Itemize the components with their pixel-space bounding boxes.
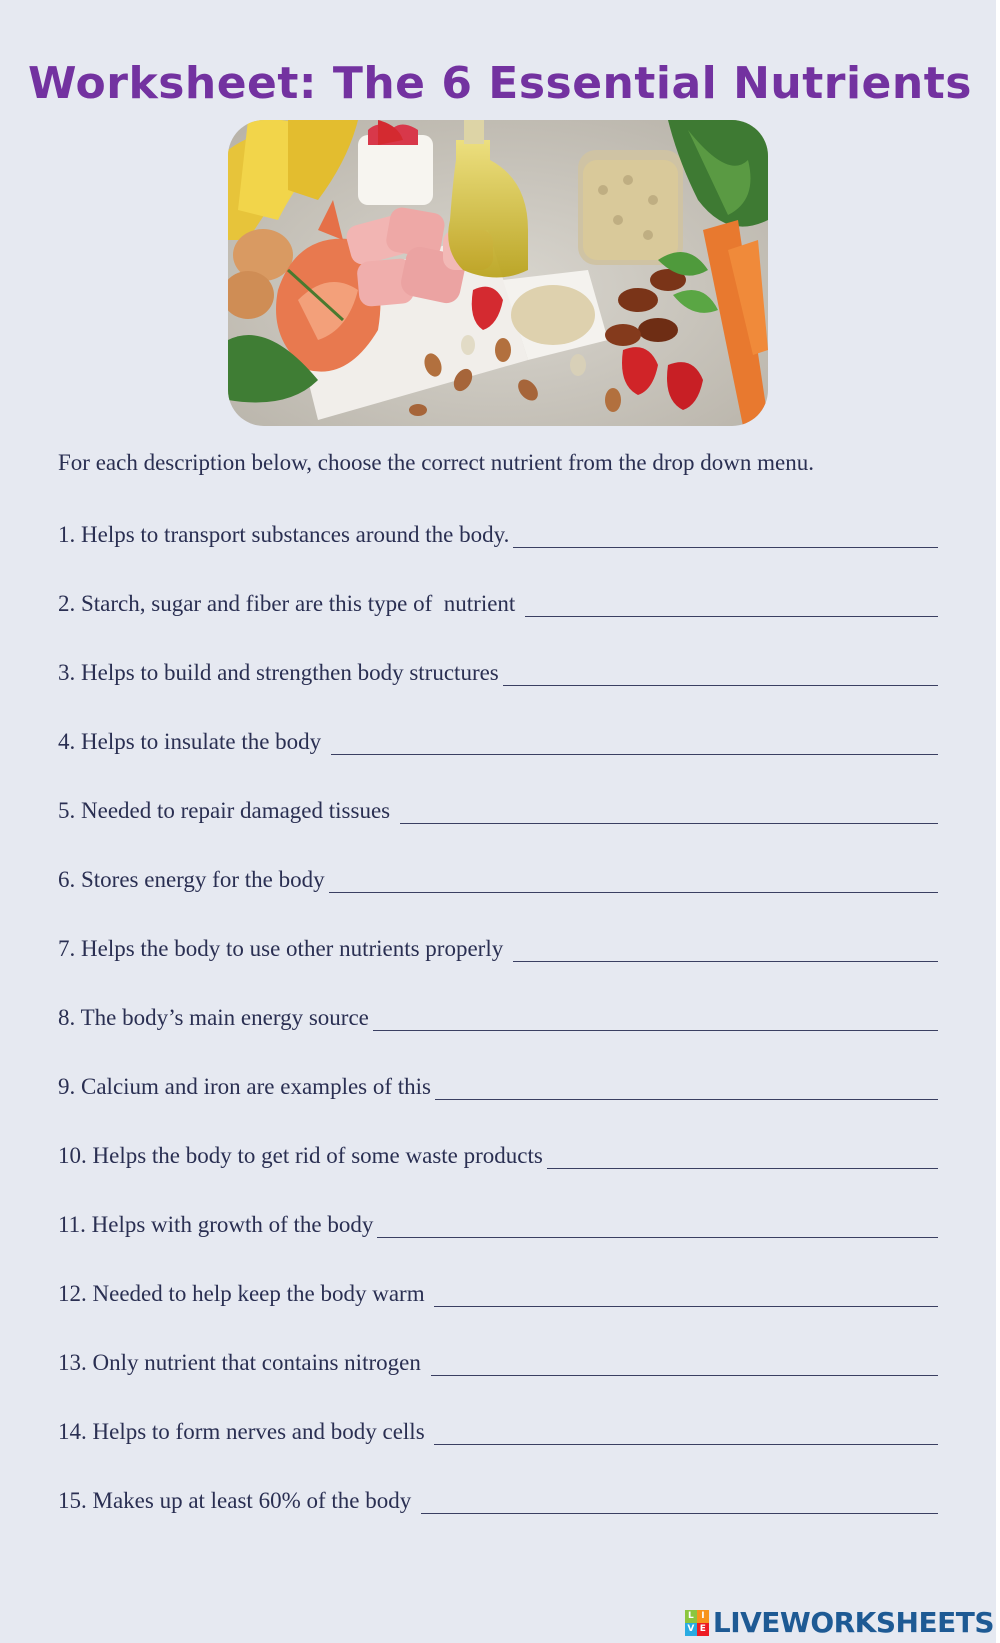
answer-15-dropdown[interactable] xyxy=(421,1488,938,1514)
liveworksheets-logo[interactable] xyxy=(685,1606,994,1639)
liveworksheets-logo-icon xyxy=(685,1610,709,1636)
question-11 xyxy=(58,1208,938,1240)
answer-4-dropdown[interactable] xyxy=(331,729,938,755)
question-4-text: 4. Helps to insulate the body xyxy=(58,729,327,754)
answer-2-dropdown[interactable] xyxy=(525,591,938,617)
answer-10-dropdown[interactable] xyxy=(547,1143,938,1169)
question-14 xyxy=(58,1415,938,1447)
answer-8-dropdown[interactable] xyxy=(373,1005,938,1031)
question-7 xyxy=(58,932,938,964)
question-9 xyxy=(58,1070,938,1102)
question-15 xyxy=(58,1484,938,1516)
question-2-text: 2. Starch, sugar and fiber are this type of nutrient xyxy=(58,591,522,616)
question-10 xyxy=(58,1139,938,1171)
answer-12-dropdown[interactable] xyxy=(434,1281,938,1307)
question-12-text: 12. Needed to help keep the body warm xyxy=(58,1281,431,1306)
question-6 xyxy=(58,863,938,895)
answer-3-dropdown[interactable] xyxy=(503,660,938,686)
question-6-text: 6. Stores energy for the body xyxy=(58,867,325,892)
answer-11-dropdown[interactable] xyxy=(377,1212,938,1238)
question-13-text: 13. Only nutrient that contains nitrogen xyxy=(58,1350,427,1375)
answer-13-dropdown[interactable] xyxy=(431,1350,938,1376)
question-1 xyxy=(58,518,938,550)
answer-1-dropdown[interactable] xyxy=(513,522,938,548)
answer-5-dropdown[interactable] xyxy=(400,798,938,824)
question-10-text: 10. Helps the body to get rid of some waste products xyxy=(58,1143,543,1168)
question-8 xyxy=(58,1001,938,1033)
food-photo xyxy=(228,120,768,426)
logo-letter-i: I xyxy=(697,1610,709,1623)
answer-14-dropdown[interactable] xyxy=(434,1419,938,1445)
question-8-text: 8. The body’s main energy source xyxy=(58,1005,369,1030)
question-15-text: 15. Makes up at least 60% of the body xyxy=(58,1488,417,1513)
liveworksheets-brand-text: LIVEWORKSHEETS xyxy=(712,1606,994,1639)
instructions-text: For each description below, choose the correct nutrient from the drop down menu. xyxy=(58,450,815,475)
question-9-text: 9. Calcium and iron are examples of this xyxy=(58,1074,432,1099)
question-3 xyxy=(58,656,938,688)
question-13 xyxy=(58,1346,938,1378)
question-4 xyxy=(58,725,938,757)
answer-7-dropdown[interactable] xyxy=(513,936,938,962)
question-12 xyxy=(58,1277,938,1309)
page-title: Worksheet: The 6 Essential Nutrients xyxy=(28,58,972,109)
question-14-text: 14. Helps to form nerves and body cells xyxy=(58,1419,431,1444)
page-edge xyxy=(996,0,1000,1643)
logo-letter-e: E xyxy=(697,1623,709,1636)
question-2 xyxy=(58,587,938,619)
question-11-text: 11. Helps with growth of the body xyxy=(58,1212,374,1237)
logo-letter-v: V xyxy=(685,1623,697,1636)
question-5 xyxy=(58,794,938,826)
answer-9-dropdown[interactable] xyxy=(435,1074,938,1100)
question-5-text: 5. Needed to repair damaged tissues xyxy=(58,798,396,823)
question-1-text: 1. Helps to transport substances around the body. xyxy=(58,522,510,547)
question-7-text: 7. Helps the body to use other nutrients properly xyxy=(58,936,509,961)
answer-6-dropdown[interactable] xyxy=(329,867,938,893)
question-3-text: 3. Helps to build and strengthen body structures xyxy=(58,660,499,685)
logo-letter-l: L xyxy=(685,1610,697,1623)
